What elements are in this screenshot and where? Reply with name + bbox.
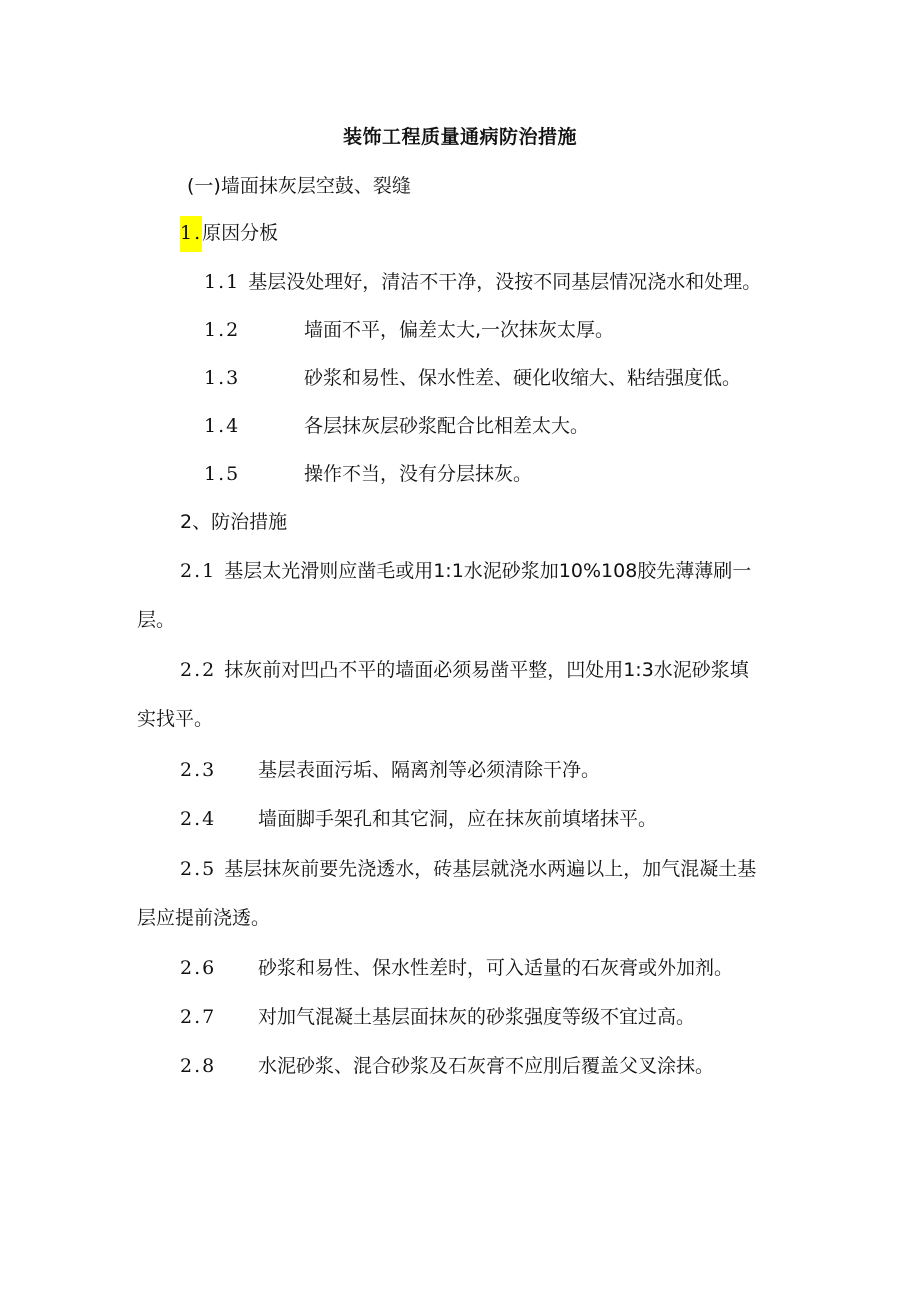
item-text: 砂浆和易性、保水性差、硬化收缩大、粘结强度低。 (304, 367, 742, 389)
list-item (180, 1003, 696, 1031)
item-number: 1.1 (204, 271, 241, 293)
part2-heading (180, 508, 287, 536)
list-item (204, 364, 742, 392)
list-item (180, 656, 749, 684)
list-item-continuation (137, 904, 270, 932)
item-text-line1: 抹灰前对凹凸不平的墙面必须易凿平整，凹处用1:3水泥砂浆填 (224, 659, 749, 681)
list-item (180, 756, 601, 784)
item-number: 1.5 (204, 463, 241, 485)
section-heading (187, 172, 411, 200)
item-text: 墙面脚手架孔和其它洞，应在抹灰前填堵抹平。 (258, 808, 658, 830)
list-item (204, 268, 761, 296)
item-text: 对加气混凝土基层面抹灰的砂浆强度等级不宜过高。 (258, 1006, 696, 1028)
list-item (180, 557, 751, 585)
list-item (180, 954, 734, 982)
list-item-continuation (137, 606, 175, 634)
document-title: 装饰工程质量通病防治措施 (342, 126, 577, 148)
list-item-continuation (137, 705, 213, 733)
item-text: 砂浆和易性、保水性差时，可入适量的石灰膏或外加剂。 (258, 957, 734, 979)
list-item (180, 805, 658, 833)
item-text-line1: 基层太光滑则应凿毛或用1:1水泥砂浆加10%108胶先薄薄刷一 (224, 560, 752, 582)
item-number: 2.7 (180, 1006, 217, 1028)
item-text: 水泥砂浆、混合砂浆及石灰膏不应刖后覆盖父叉涂抹。 (258, 1055, 715, 1077)
item-number: 2.2 (180, 659, 217, 681)
item-number: 2.4 (180, 808, 217, 830)
item-text: 操作不当，没有分层抹灰。 (304, 463, 533, 485)
item-text-line1: 基层抹灰前要先浇透水，砖基层就浇水两遍以上，加气混凝土基 (224, 858, 757, 880)
list-item (204, 316, 615, 344)
item-number: 2.5 (180, 858, 217, 880)
item-number: 2.3 (180, 759, 217, 781)
item-text: 各层抹灰层砂浆配合比相差太大。 (304, 415, 590, 437)
list-item (204, 460, 533, 488)
item-text: 墙面不平，偏差太大,一次抹灰太厚。 (304, 319, 615, 341)
section-heading-text: (一)墙面抹灰层空鼓、裂缝 (187, 175, 411, 197)
part1-heading (180, 219, 278, 247)
part1-heading-text: 原因分板 (202, 222, 279, 244)
list-item (180, 1052, 715, 1080)
item-number: 2.6 (180, 957, 217, 979)
list-item (180, 855, 756, 883)
item-text-line2: 实找平。 (137, 708, 214, 730)
part1-number-highlighted: 1. (180, 216, 202, 252)
part2-heading-text: 2、防治措施 (180, 511, 288, 533)
item-number: 1.3 (204, 367, 241, 389)
item-text-line2: 层。 (137, 609, 176, 631)
item-text: 基层没处理好，清洁不干净，没按不同基层情况浇水和处理。 (248, 271, 762, 293)
item-number: 1.4 (204, 415, 241, 437)
list-item (204, 412, 590, 440)
item-number: 1.2 (204, 319, 241, 341)
item-text: 基层表面污垢、隔离剂等必须清除干净。 (258, 759, 601, 781)
item-text-line2: 层应提前浇透。 (137, 907, 271, 929)
item-number: 2.8 (180, 1055, 217, 1077)
item-number: 2.1 (180, 560, 217, 582)
